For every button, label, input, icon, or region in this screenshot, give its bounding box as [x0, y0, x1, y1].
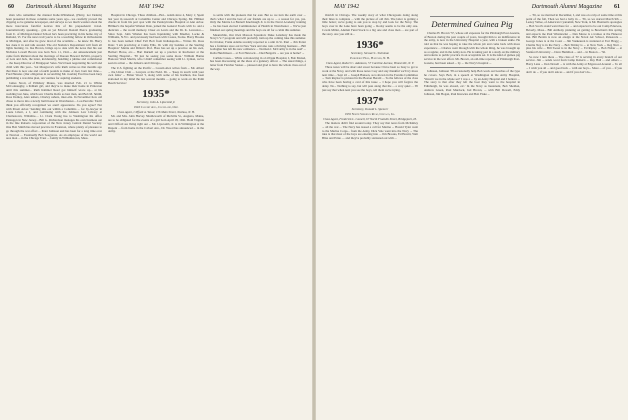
running-date: MAY 1942: [334, 4, 360, 10]
body-text: Charles H. Brown '37, whose old exposure for the Pittsburgh Post-Gazette, of Boston during the past couple of years, brought him to an indifference in the army, is now in the University Hospital a year, with a broken ankle. He told us that he was hoping to take the whole job and come back with more experience ... Charles went through with the whole thing, he was brought up as a regular, and in the Army now. He is taking part in a study on the military and returns to public practice in an acceptable set. It is the kind of guinea pig service in the war effort. Mr. Brown, an old-time reporter, of Pittsburgh Post-Gazette, had been asked ... by ... the Navy's hospital ...: [424, 31, 520, 65]
running-title: Dartmouth Alumni Magazine: [531, 4, 602, 10]
class-year-heading: 1937*: [356, 95, 384, 108]
right-column-1: [322, 14, 418, 416]
page-number: 61: [614, 4, 620, 10]
class-agent: Class Agent, Clifford A. Wood, 156 Main Street, Nashua, N. H.: [117, 109, 195, 114]
class-year-heading: 1936*: [356, 39, 384, 52]
class-address: 1935 North Sheridan Road, Chicago, Ill.: [344, 111, 396, 116]
box-rule: [430, 67, 514, 68]
left-column-3: [210, 14, 306, 416]
class-agent: Class Agent, Frederick L. Cassell, 67 North Franklin Street, Bridgeport, Ill.: [323, 116, 417, 121]
body-text: Three notes will be short and sweet because I have been so busy to get to work at the Navy, and with those notes I say and stay thankful we'll try more next time ... Sept 2d ... Joseph Hanson, as is shown in the Forums Committee ... Tom Raynor is pictured in the Boston Herald ... To the fellows of the class who have been having a card of this issue ... I hope you will forgive the delay. No... Nothing to say, but will pass along that the ... a very quiet ... I'll just say that when next you see the boys, tell them we're trying.: [322, 65, 418, 92]
class-year-heading: 1935*: [142, 88, 170, 101]
body-text: So now I turn there ... The class of '37 is serving in every branch of our service. Jim ... sends word from Camp Roberts ... Ray Hall ... and others ... Harry Lane ... Don Newell ... is with the Army at Edgewood Arsenal ... To all ... I wish you all ... and good luck ... with our boys... More ... of you ... if you don't do ... if you don't ask us ... and if you don't do...: [526, 54, 622, 74]
class-secretary: Secretary, John A. Lipscomb jr.: [136, 100, 176, 105]
body-text: The matters didn't find around today. They say that news from McKinley ... all the war ... The Navy has issued a call for Marine ... Harold Tyler went to the Marine Corps... from the Army, Dick Vale went into the Navy ... The idea is that most of the boys are entering into ... Jim Brooks, Ed Hewitt, Walt Bliss and Ernie — and they're probably stationed out with ...: [322, 121, 418, 141]
body-text: ... '36, so we married in December, I, and was on a trip of some time at this point of the fall. Then we had a baby in ... '36, so we started March 9th ... Lesley Vallee, of American Cyanamid, New York, is Mr. Brennan's apologies ... Bob Scott's stand went there for ... and expected to be out Camp Ederwee, Beverly, Mass... Bill Anthony planning on getting to Bowman's this spring and expects me Paul Wisniewski ... Dan Morse is a trainee at the Hanover Inn. Bill Berzin is now an ensign at the Naval Air School, Pensacola ... George Jones is at the Coast ... Jim Vankeuren is stationed at Fort Bragg ... Charlie Ney is in the Navy ... Bob Shirley is ... at New York ... Reg Nutt ... plus his wife ... Bill Sweet is in the Navy ... Ed Ripley ... Bob Fisher ... at Stanford University ... Dave Hamilton ... and ... in Boston ... '36.: [526, 14, 622, 55]
body-text: to settle with the pioneers that far east. But so we turn the earth over ... that's what I and the best of our friends are up to ... a reason for yes, yes. Only the Merrie Lu Barnell Knoblaugh Jr. is in the Naval Academy training ... he has been elected Commissioner of Health in Westchester ... We've just finished our spring meetings and the boys are all for a cabin this summer.: [210, 14, 306, 32]
right-column-2: [424, 14, 520, 416]
left-page: [0, 0, 312, 420]
body-text: Mr. and Mrs. John Harvey Shuttleworth of Melville St., Augusta, Maine, are to be obligated for the events of a girl born April 18, 1941. Both Virginia and Clifford are living right out ... Mr. Lipscomb, Jr. is in Wilmington at the Dupont ... from home in the Calvert Ave., Dr. Wood has announced ... in the Army.: [108, 114, 204, 134]
left-column-2: [108, 14, 204, 416]
class-secretary: Secretary, Stewart L. Steinman: [350, 51, 390, 56]
right-page-header: [324, 4, 620, 13]
page-number: 60: [8, 4, 14, 10]
left-column-1: [6, 14, 102, 416]
body-text: James Stroit, of Pillsbury Mauss, was married Feb. 21 to Wilma McConnaughy, a Pelham girl, and they're to make their home in Princeton until this summer... Ruth Kimmel Reed got himself wrote up... at his wedding last June, which saw Charlie Rolfe as best man, and Bob M. Smith, Ross Donley, Alex ushers, Charley ushers, inter-alia. In November how old chose to move into a newly built house in Westchester.... Lou Parrallo: 'Don't think you officially recognized we aren't appearance. Do you agree? Not with Pruett Ariaz.' Sending this out within a Columbia ... for by-lawyer in Louie Libert, a I, and continuing with the Johnson Law Library at Charlestown, Wiltshire.... Lt. Clark Young has to Washington his office Pentagon in New Jersey... Bill G. Richardson manages his own business out in the fine Roberts corporation of the New Jersey Central Dental Society. One Bob Smith has moved practice in Evanston, where plenty of pleasure to go through the war effort ... Peter Johnson and has been for a long time over at Newton ... Eventually Bob Seagraves. As an employee of the world our area man ... in the Chicago Trust ... family in Williamstown, Mass.: [6, 80, 102, 141]
feature-box-title: Determined Guinea Pig: [431, 19, 513, 29]
body-text: Carlisle Cases— While convalescing in a Lilbyuk Hospital, I, Bob Maisel, has been discoursing on the ideas of a gunnery officer ... The usual things, a letter from Fletcher Stokes ... pleased and glad to have the whole class out of the way.: [210, 55, 306, 71]
body-text: Ostrich in Chicago. The weekly story of what Chicagoans doing along their lines is complete ... with the picture of old Jim. The latter is getting a little better; we're going to ask you to stop by and look for the Navy. The boys over in the Lake have been going ... Rocky seems to be the only one. Cowin Miller, Alumni Fund Stock is a big one and class men ... are part of the story. Are you still at...: [322, 14, 418, 36]
running-title: Dartmouth Alumni Magazine: [26, 4, 97, 10]
class-agent: Class Agent, Robert C. Adamson, 57 Caroline Avenue, Bronxville, N. Y.: [325, 60, 415, 65]
left-page-header: [8, 4, 304, 13]
body-text: Meanwhile, Our Own Maroon Squadron: Duke Lansbury has made the Navy's V-7 program and will probably train up the coming lake this summer. In October, Frank Adams recently reported to a unit in St. Paul ... Jim Potter has a furniture store out in New York and also runs a thriving business ... Bill Gallagher has left his new ordinance ... Norman J. McCarthy is in the AAF ... Rolla Hutchinson ... at Fort Hancock ... Dud Bergen's ... are you at home? ...: [210, 32, 306, 56]
class-secretary: Secretary, Donald L. Spencer: [351, 107, 389, 112]
body-text: shan who remember the manual Kahe-Whitehead, (Harry, not Dennis) been presented in these columns some years ago—we carefully proved the clipping so be genuine newspaper, and surveys so we much wonder about the more inaccurate fanciful notices this of his prepaedeutic travel. Journalistically speaking... grin on yet Edward Donald Pierce graduating from U. of Michigan Dental School he's been practicing in his home city of Rutland, Vt. For the news trail you're to be a teaching fellow in Orthodontia at Michigan, and after he grew tired of the scramble ... he knew Dr. Harry has done it in and talk around. The old Statistics Department will from all lights burning. Lt. Ike Brown, brings up to date with the news that his son Nicholas Lowell Brown was born Nov. 11, 1941.... An announcement just came from Rutland about the marriage of Doreen Howard DeWitt, property of Lois and Jack, the latter, incidentally, handling a jubilee and commission ... the Keep Director of Bridgeport Sales. We'd been negotiating his well and child with this year... Sol Musgrove's wife Ruth writes us that months ago that there is now one and a fourth pounds to make of Joel, born last June.... Fred Hansler. (Our obligation in reconciling Mr. trouble) Fred has been busy publishing a war-time plan, ran vanities for aspiring students.: [6, 14, 102, 80]
class-address: 1943 Calvert Ave., Cleveland, Ohio: [133, 105, 179, 110]
running-date: MAY 1942: [138, 4, 164, 10]
box-rule: [430, 16, 514, 17]
body-text: The U.S. fighting on the Pacific ... Cousin Alex writes from ... Mr. Albert ... the Union Club ... Lawyers at the Field. Dr. ... 'Keep in touch with your own folks' ... Elmer Wood 'I, along with some of his brethren, has been stationed in my mind the last several months ... going to work on the Palm Beach Service.': [108, 65, 204, 85]
right-column-3: [526, 14, 622, 416]
body-text: Johnson, Johnson '38 occasionally help Bob work out beaches of the type he covers. Says Bob, in a speech at Washington in the Army Hospital, 'Weren't we in the whole set? I was a ... by an Army Hospital and I believe ... The story is that after they left the boat they went to the hospital in Edinburgh, he was aboard, etc.' In the Navy as lieutenant, Bob Sheldon, Andrew Green, Paul Murdock, Jud Brown, ... with Bill Dowell, Eddy Johnson, Jim Hogan, Paul Knowles and Bob Flake ...: [424, 69, 520, 96]
body-text: Hospital in Chicago. Three children—Hel... Adam since 4, Mary 1; Spent last year in research at Columbia Center and Chicago Spring. Mr. Hilliker checks in from his port spot with the Pennsylvania Hospital at Ann Arbor. Hilliker's the hopeful Whalen Dale, joined the General Foods with Lt. and a dietician ... the world memory. Cheer on Lewis and the Dr. K. Lawrence.... Since Sept. John Whalen has been liquidating with Mueller, Locke & Williams, N.Y.C. and previously had been with Coates, Stolze. Harry Brooks Jr. has been named Chief Fell Bolt from Indianapolis.... Writes Dr. Ross Dale: 'I am practicing at Camp Ellis, Ill. with my buddies at the Sterling Hospital.' Mattie and Dillon's Prof. Hare has set up a practice on his own, Herbert Howe, etc.... Hart Rurkell set up a practice in Rochester at the Sterling Hospital... 'I'll just be seeing you some more.' William Hanna Hanover Ward Martin, who I didn't remember seeing with Lt. Lyman, we've seen in action ... the Jamaica and Chicago...: [108, 14, 204, 66]
right-page: [316, 0, 628, 420]
class-address: Parkhurst Hall, Hanover, N. H.: [350, 55, 390, 60]
